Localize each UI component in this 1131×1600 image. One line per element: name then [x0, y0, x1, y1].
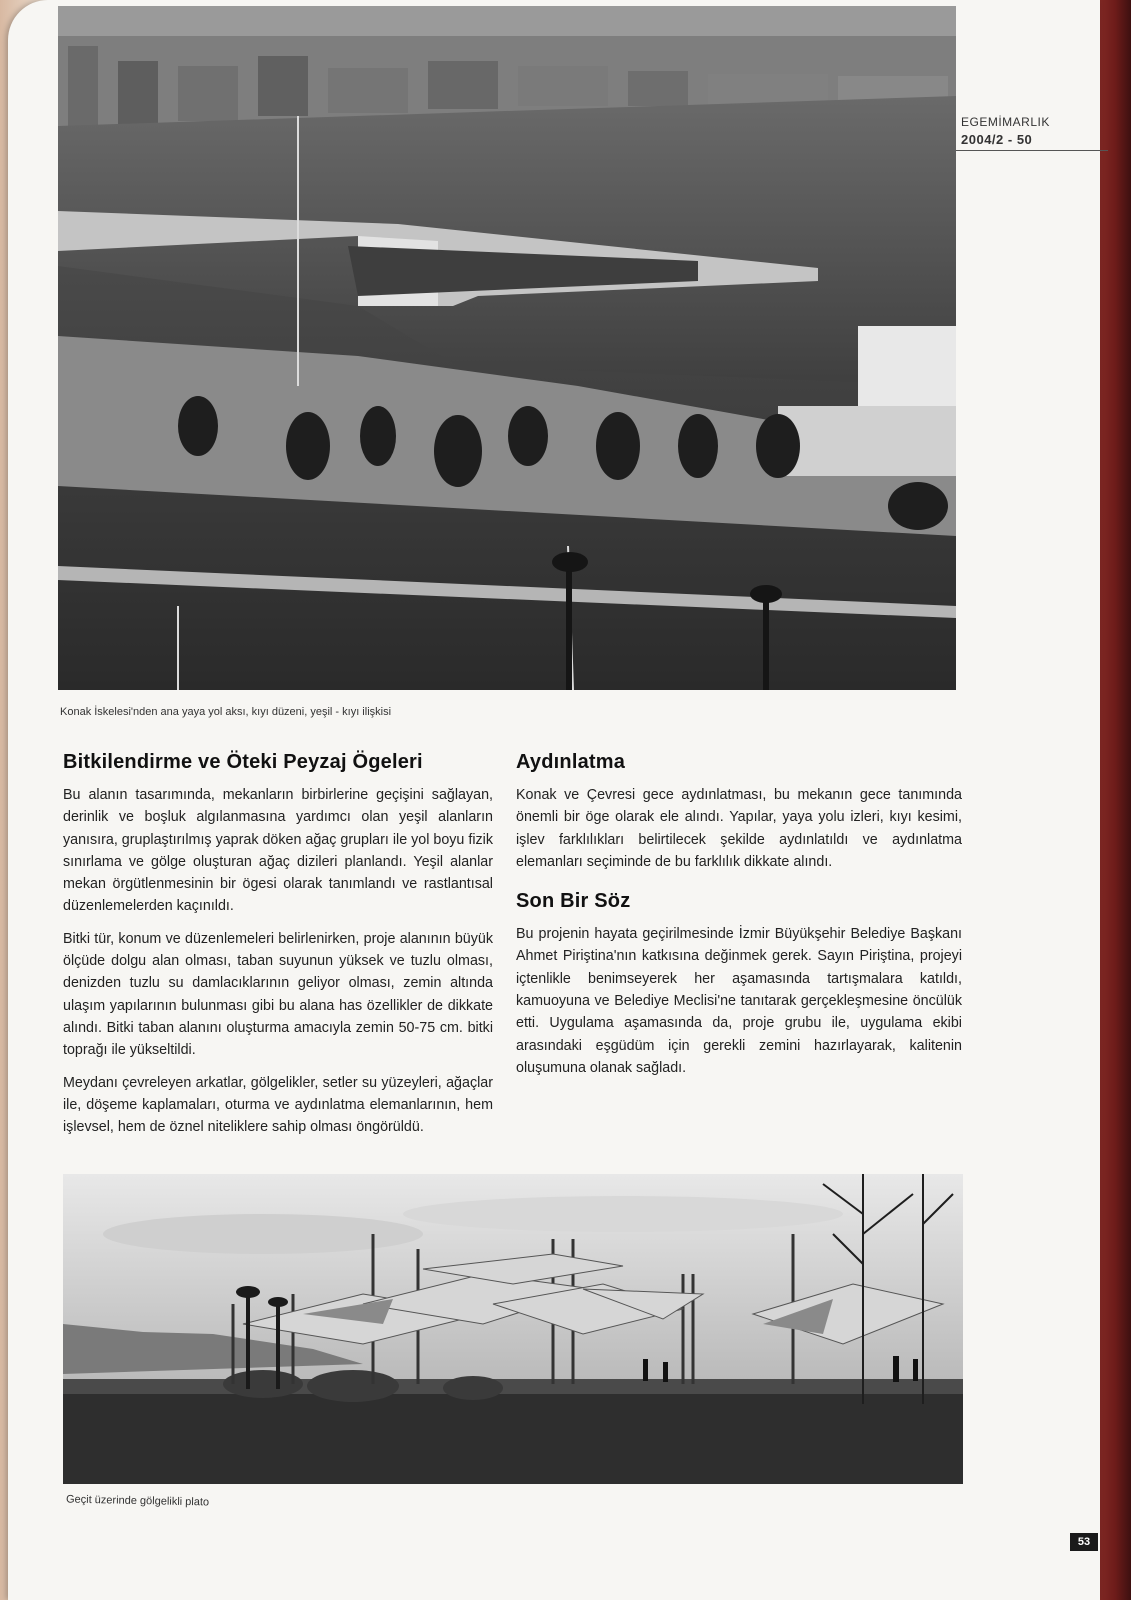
magazine-page — [8, 0, 1100, 1600]
heading-landscaping: Bitkilendirme ve Öteki Peyzaj Ögeleri — [63, 751, 423, 773]
caption-top-photo: Konak İskelesi'nden ana yaya yol aksı, kıyı düzeni, yeşil - kıyı ilişkisi — [60, 706, 392, 718]
caption-bottom-photo: Geçit üzerinde gölgelikli plato — [65, 1493, 210, 1509]
paragraph-landscaping-1: Bu alanın tasarımında, mekanların birbirlerine geçişini sağlayan, derinlik ve boşluk algılanmasına yardımcı olan yeşil alanların yanısıra, gruplaştırılmış yaprak döken ağaç grupları ile yol boyu fizik sınırlama ve gölge oluşturan ağaç dizileri planlandı. Yeşil alanlar mekan örgütlenmesinin bir ögesi olarak tanımlandı ve rastlantısal düzenlemelerden kaçınıldı. — [63, 787, 493, 915]
article-left-column — [63, 750, 493, 1148]
photo-waterfront-aerial — [58, 6, 956, 690]
running-header — [961, 114, 1050, 148]
magazine-name: EGEMİMARLIK — [961, 115, 1050, 129]
paragraph-landscaping-3: Meydanı çevreleyen arkatlar, gölgelikler, setler su yüzeyleri, ağaçlar ile, döşeme kaplamaları, oturma ve aydınlatma elemanlarının, hem işlevsel, hem de öznel niteliklere sahip olması öngörüldü. — [63, 1074, 493, 1136]
header-rule — [956, 150, 1108, 151]
page-number: 53 — [1070, 1533, 1098, 1551]
issue-number: 2004/2 - 50 — [961, 132, 1033, 147]
article-right-column — [516, 750, 962, 1089]
heading-final-word: Son Bir Söz — [516, 890, 631, 913]
paragraph-landscaping-2: Bitki tür, konum ve düzenlemeleri belirlenirken, proje alanının büyük ölçüde dolgu alan olması, taban suyunun yüksek ve tuzlu olması, denizden tuzlu su damlacıklarının geliyor olması, zemin altında ulaşım yapılarının bulunması gibi bu alana has özellikler de dikkate alındı. Bitki taban alanını oluşturma amacıyla zemin 50-75 cm. bitki toprağı ile yükseltildi. — [63, 930, 493, 1059]
paragraph-lighting: Konak ve Çevresi gece aydınlatması, bu mekanın gece tanımında önemli bir öge olarak ele alındı. Yapılar, yaya yolu izleri, kıyı kesimi, işlev farklılıkları belirtilecek şekilde aydınlatıldı ve aydınlatma elemanları seçiminde de bu farklılık dikkate alındı. — [516, 787, 962, 870]
paragraph-final-word: Bu projenin hayata geçirilmesinde İzmir Büyükşehir Belediye Başkanı Ahmet Piriştina'nın katkısına değinmek gerek. Sayın Piriştina, projeyi içtenlikle benimseyerek her aşamasında tartışmalara katıldı, kamuoyuna ve Belediye Meclisi'ne tanıtarak gerçekleşmesine öncülük etti. Uygulama aşamasında da, proje grubu ile, uygulama ekibi arasındaki eşgüdüm için gerekli zemini hazırlayarak, kalitenin oluşumuna olanak sağladı. — [516, 926, 962, 1076]
photo-shade-canopies — [63, 1174, 963, 1484]
heading-lighting: Aydınlatma — [516, 751, 626, 773]
